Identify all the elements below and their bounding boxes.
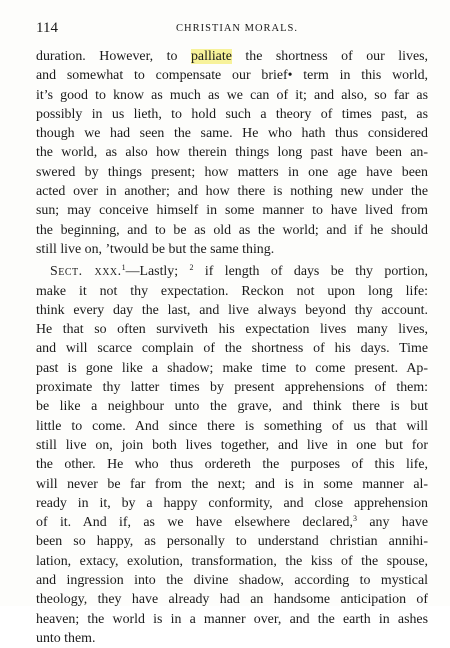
text-line: still live on, join both lives together, and live in one but for xyxy=(36,437,428,453)
footnote-marker[interactable]: 2 xyxy=(189,263,194,273)
text-line: still live on, ’twould be but the same thing. xyxy=(36,241,275,257)
text-line: acted over in another; and how there is nothing new under the xyxy=(36,184,428,200)
text-fragment: if length of days be thy portion, xyxy=(193,264,428,280)
text-line: and ingression into the divine shadow, according to mystical xyxy=(36,573,428,589)
body-text xyxy=(36,47,428,648)
text-line: think every day the last, and live always beyond thy account. xyxy=(36,302,428,318)
text-line: little to come. And since there is something of us that will xyxy=(36,418,428,434)
text-line: past is gone like a shadow; make time to come present. Ap- xyxy=(36,360,428,376)
text-line: swered by things present; how matters in one age have been xyxy=(36,164,428,180)
text-line: been so happy, as personally to understand christian annihi- xyxy=(36,534,428,550)
text-line: make it not thy expectation. Reckon not upon long life: xyxy=(36,283,428,299)
text-fragment: of it. And if, as we have elsewhere declared, xyxy=(36,515,353,531)
section-label: Sect. xxx. xyxy=(50,264,122,280)
text-line xyxy=(36,47,428,66)
text-line xyxy=(36,513,428,532)
text-line: theology, they have already had an handsome anticipation of xyxy=(36,592,428,608)
running-head xyxy=(36,20,426,40)
page-number: 114 xyxy=(36,20,58,36)
text-line: it’s good to know as much as we can of it; and also, so far as xyxy=(36,87,428,103)
text-line: the beginning, and to be as old as the world; and if he should xyxy=(36,222,428,238)
text-line: the world, as also how therein things long past have been an- xyxy=(36,145,428,161)
text-fragment: —Lastly; xyxy=(125,264,190,280)
text-line: proximate thy latter times by present apprehensions of them: xyxy=(36,380,428,396)
text-line: be like a neighbour unto the grave, and think there is but xyxy=(36,399,428,415)
paragraph-2 xyxy=(36,262,428,648)
highlighted-word[interactable]: palliate xyxy=(190,49,232,64)
text-line: He that so often surviveth his expectation lives many lives, xyxy=(36,322,428,338)
text-line: and somewhat to compensate our brief• term in this world, xyxy=(36,68,428,84)
text-line: though we had seen the same. He who hath thus considered xyxy=(36,126,428,142)
text-fragment: the shortness of our lives, xyxy=(231,49,428,64)
text-line: and will scarce complain of the shortness of his days. Time xyxy=(36,341,428,357)
text-line: heaven; the world is in a manner over, and the earth in ashes xyxy=(36,611,428,627)
text-fragment: duration. However, to xyxy=(36,49,191,64)
text-line: lation, extacy, exolution, transformation, the kiss of the spouse, xyxy=(36,553,428,569)
text-fragment: any have xyxy=(356,515,428,531)
text-line: the other. He who thus ordereth the purposes of this life, xyxy=(36,457,428,473)
text-line: sun; may conceive himself in some manner to have lived from xyxy=(36,203,428,219)
paragraph-1 xyxy=(36,47,428,259)
text-line: unto them. xyxy=(36,630,96,646)
text-line xyxy=(36,262,428,281)
text-line: will never be far from the next; and is in some manner al- xyxy=(36,476,428,492)
text-line: possibly in us lieth, to hold such a theory of times past, as xyxy=(36,106,428,122)
footnote-marker[interactable]: 3 xyxy=(352,514,357,524)
text-line: ready in it, by a happy conformity, and close apprehension xyxy=(36,495,428,511)
running-title: CHRISTIAN MORALS. xyxy=(175,23,298,34)
footnote-marker[interactable]: 1 xyxy=(121,263,126,273)
